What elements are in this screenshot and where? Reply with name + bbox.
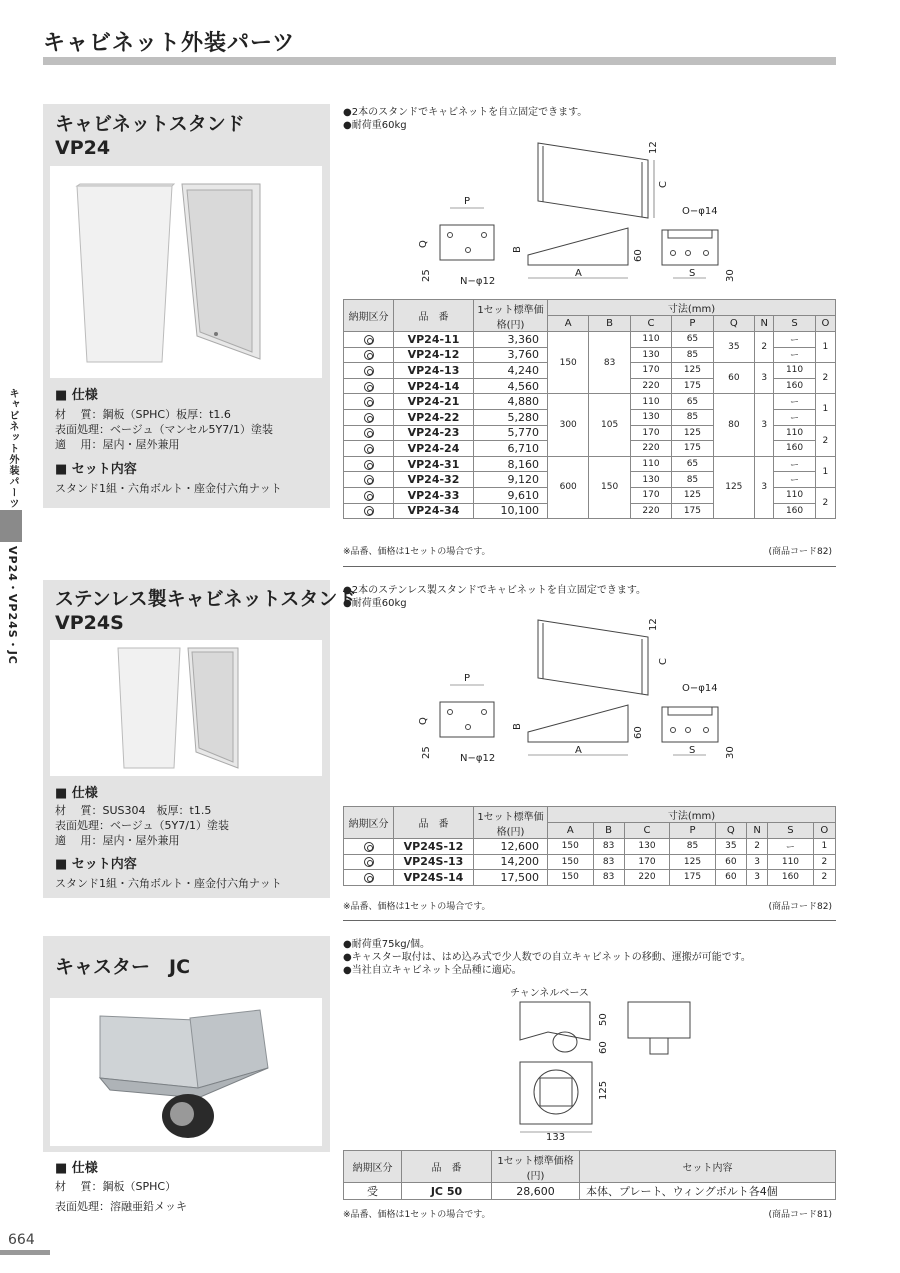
dim-p-cell: 125 <box>670 854 716 870</box>
col-header-b: B <box>589 316 630 332</box>
dim-o-cell: 2 <box>813 854 835 870</box>
col-header-o: O <box>815 316 835 332</box>
vp24-footnote: ※品番、価格は1セットの場合です。 <box>343 547 491 557</box>
dim-n-cell: 3 <box>746 854 767 870</box>
dim-label-12: 12 <box>648 618 659 631</box>
vp24s-spec-use: 適 用：屋内・屋外兼用 <box>55 834 180 847</box>
dim-c-cell: 170 <box>630 487 671 503</box>
col-header-price: 1セット標準価格(円) <box>474 300 548 332</box>
dim-p-cell: 175 <box>670 870 716 886</box>
dim-label-hole-n: N−φ12 <box>460 753 496 764</box>
col-header-c: C <box>624 823 670 839</box>
col-header-s: S <box>774 316 815 332</box>
jc-product-code: (商品コード81) <box>768 1210 832 1220</box>
dim-p-cell: 65 <box>672 456 713 472</box>
vp24s-spec-finish: 表面処理：ベージュ（5Y7/1）塗装 <box>55 819 229 832</box>
delivery-mark <box>344 394 394 410</box>
model-cell: VP24-14 <box>394 378 474 394</box>
dim-b-cell: 83 <box>593 870 624 886</box>
vp24s-bullets <box>343 584 646 610</box>
dim-p-cell: 175 <box>672 503 713 519</box>
vp24-product-code: (商品コード82) <box>768 547 832 557</box>
dim-s-cell: 160 <box>768 870 814 886</box>
dim-n-cell: 2 <box>746 839 767 855</box>
col-header-contents: セット内容 <box>580 1151 836 1183</box>
dim-p-cell: 175 <box>672 441 713 457</box>
dim-p-cell: 175 <box>672 378 713 394</box>
price-cell: 12,600 <box>474 839 548 855</box>
dim-a-cell: 150 <box>548 332 589 394</box>
dim-q-cell: 35 <box>713 332 754 363</box>
vp24-dimension-drawing <box>410 138 750 288</box>
delivery-mark: 受 <box>344 1183 402 1200</box>
dim-c-cell: 130 <box>630 472 671 488</box>
dim-s-cell: 110 <box>768 854 814 870</box>
side-model-tab: VP24・VP24S・JC <box>6 546 19 665</box>
dim-q-cell: 60 <box>715 854 746 870</box>
dim-label-50: 50 <box>598 1013 609 1026</box>
delivery-mark <box>344 472 394 488</box>
table-row <box>344 839 836 855</box>
dim-c-cell: 130 <box>630 409 671 425</box>
price-cell: 9,120 <box>474 472 548 488</box>
vp24s-product-photo <box>50 640 322 776</box>
dim-c-cell: 170 <box>624 854 670 870</box>
dim-c-cell: 170 <box>630 425 671 441</box>
dim-o-cell: 2 <box>815 425 835 456</box>
delivery-mark <box>344 409 394 425</box>
dim-b-cell: 105 <box>589 394 630 456</box>
col-header-dimensions: 寸法(mm) <box>548 807 836 823</box>
jc-footnote: ※品番、価格は1セットの場合です。 <box>343 1210 491 1220</box>
dim-label-25: 25 <box>421 746 432 759</box>
dim-c-cell: 130 <box>624 839 670 855</box>
vp24-set-contents: スタンド1組・六角ボルト・座金付六角ナット <box>55 482 282 495</box>
jc-title: キャスター JC <box>55 956 191 978</box>
col-header-o: O <box>813 823 835 839</box>
contents-cell: 本体、プレート、ウィングボルト各4個 <box>580 1183 836 1200</box>
col-header-price: 1セット標準価格(円) <box>492 1151 580 1183</box>
model-cell: VP24-24 <box>394 441 474 457</box>
model-cell: VP24-31 <box>394 456 474 472</box>
jc-spec-material: 材 質：鋼板（SPHC） <box>55 1180 177 1193</box>
col-header-a: A <box>548 316 589 332</box>
vp24-spec-heading: ■ 仕様 <box>55 388 98 403</box>
dim-label-p: P <box>464 673 471 684</box>
vp24-spec-finish: 表面処理：ベージュ（マンセル5Y7/1）塗装 <box>55 423 273 436</box>
table-row <box>344 394 836 410</box>
price-cell: 10,100 <box>474 503 548 519</box>
dim-c-cell: 110 <box>630 394 671 410</box>
jc-spec-finish: 表面処理：溶融亜鉛メッキ <box>55 1200 187 1213</box>
vp24s-title-line1: ステンレス製キャビネットスタンド <box>55 588 357 610</box>
dim-n-cell: 2 <box>755 332 774 363</box>
dim-o-cell: 2 <box>815 363 835 394</box>
vp24-spec-material: 材 質：鋼板（SPHC）板厚：t1.6 <box>55 408 231 421</box>
dim-p-cell: 65 <box>672 394 713 410</box>
dim-b-cell: 150 <box>589 456 630 518</box>
dim-label-60: 60 <box>633 726 644 739</box>
price-cell: 8,160 <box>474 456 548 472</box>
dim-label-30: 30 <box>725 746 736 759</box>
vp24s-bullet: ●耐荷重60kg <box>343 598 407 609</box>
dim-s-cell: 160 <box>774 441 815 457</box>
dim-label-60: 60 <box>598 1041 609 1054</box>
dim-c-cell: 220 <box>630 441 671 457</box>
vp24s-title-line2: VP24S <box>55 612 124 634</box>
price-cell: 4,560 <box>474 378 548 394</box>
dim-label-s: S <box>689 745 696 756</box>
dim-label-q: Q <box>418 240 429 248</box>
model-cell: VP24-12 <box>394 347 474 363</box>
dim-label-q: Q <box>418 717 429 725</box>
dim-b-cell: 83 <box>593 854 624 870</box>
price-cell: 17,500 <box>474 870 548 886</box>
col-header-n: N <box>755 316 774 332</box>
model-cell: VP24-11 <box>394 332 474 348</box>
vp24-product-photo <box>50 166 322 378</box>
delivery-mark <box>344 347 394 363</box>
jc-bullet: ●耐荷重75kg/個。 <box>343 939 430 950</box>
page-number: 664 <box>8 1232 35 1248</box>
dim-o-cell: 2 <box>815 487 835 518</box>
vp24-spec-use: 適 用：屋内・屋外兼用 <box>55 438 180 451</box>
dim-b-cell: 83 <box>593 839 624 855</box>
dim-c-cell: 170 <box>630 363 671 379</box>
dim-o-cell: 1 <box>815 332 835 363</box>
jc-dimension-drawing <box>490 982 710 1142</box>
page-number-bar <box>0 1250 50 1255</box>
model-cell: VP24-23 <box>394 425 474 441</box>
dim-q-cell: 35 <box>715 839 746 855</box>
table-row <box>344 854 836 870</box>
dim-p-cell: 85 <box>672 409 713 425</box>
side-tab-marker <box>0 510 22 542</box>
dim-label-a: A <box>575 268 582 279</box>
col-header-delivery: 納期区分 <box>344 1151 402 1183</box>
dim-s-cell: ー <box>774 409 815 425</box>
table-row <box>344 1183 836 1200</box>
dim-label-hole-o: O−φ14 <box>682 683 718 694</box>
dim-c-cell: 110 <box>630 456 671 472</box>
dim-label-hole-n: N−φ12 <box>460 276 496 287</box>
vp24-title-line1: キャビネットスタンド <box>55 113 245 135</box>
price-cell: 3,360 <box>474 332 548 348</box>
jc-spec-table <box>343 1150 836 1200</box>
dim-label-133: 133 <box>546 1132 566 1142</box>
dim-a-cell: 150 <box>548 839 594 855</box>
dim-s-cell: 160 <box>774 503 815 519</box>
dim-s-cell: ー <box>774 347 815 363</box>
dim-a-cell: 600 <box>548 456 589 518</box>
model-cell: VP24-22 <box>394 409 474 425</box>
dim-q-cell: 60 <box>715 870 746 886</box>
col-header-dimensions: 寸法(mm) <box>548 300 836 316</box>
model-cell: VP24-13 <box>394 363 474 379</box>
vp24s-product-code: (商品コード82) <box>768 902 832 912</box>
dim-s-cell: 110 <box>774 363 815 379</box>
vp24s-spec-heading: ■ 仕様 <box>55 786 98 801</box>
col-header-model: 品 番 <box>402 1151 492 1183</box>
col-header-price: 1セット標準価格(円) <box>474 807 548 839</box>
price-cell: 9,610 <box>474 487 548 503</box>
dim-s-cell: ー <box>774 394 815 410</box>
price-cell: 4,240 <box>474 363 548 379</box>
dim-s-cell: ー <box>774 472 815 488</box>
vp24s-bullet: ●2本のステンレス製スタンドでキャビネットを自立固定できます。 <box>343 585 647 596</box>
dim-n-cell: 3 <box>746 870 767 886</box>
vp24-bullet: ●2本のスタンドでキャビネットを自立固定できます。 <box>343 107 588 118</box>
dim-c-cell: 110 <box>630 332 671 348</box>
dim-s-cell: 160 <box>774 378 815 394</box>
col-header-a: A <box>548 823 594 839</box>
col-header-model: 品 番 <box>394 807 474 839</box>
delivery-mark <box>344 503 394 519</box>
jc-bullet: ●当社自立キャビネット全品種に適応。 <box>343 965 522 976</box>
vp24-spec-table <box>343 299 836 519</box>
vp24s-set-contents: スタンド1組・六角ボルト・座金付六角ナット <box>55 877 282 890</box>
vp24s-footnote: ※品番、価格は1セットの場合です。 <box>343 902 491 912</box>
jc-product-photo <box>50 998 322 1146</box>
dim-label-c: C <box>658 181 669 188</box>
table-row <box>344 456 836 472</box>
col-header-model: 品 番 <box>394 300 474 332</box>
table-row <box>344 332 836 348</box>
col-header-c: C <box>630 316 671 332</box>
dim-label-a: A <box>575 745 582 756</box>
model-cell: JC 50 <box>402 1183 492 1200</box>
col-header-b: B <box>593 823 624 839</box>
delivery-mark <box>344 487 394 503</box>
section-divider <box>343 920 836 921</box>
model-cell: VP24S-12 <box>394 839 474 855</box>
jc-bullets <box>343 938 751 977</box>
col-header-p: P <box>672 316 713 332</box>
dim-label-12: 12 <box>648 141 659 154</box>
model-cell: VP24-32 <box>394 472 474 488</box>
dim-a-cell: 150 <box>548 854 594 870</box>
price-cell: 5,280 <box>474 409 548 425</box>
col-header-p: P <box>670 823 716 839</box>
dim-s-cell: 110 <box>774 425 815 441</box>
vp24-title-line2: VP24 <box>55 137 111 159</box>
dim-c-cell: 220 <box>624 870 670 886</box>
section-divider <box>343 566 836 567</box>
delivery-mark <box>344 363 394 379</box>
dim-label-25: 25 <box>421 269 432 282</box>
delivery-mark <box>344 839 394 855</box>
col-header-n: N <box>746 823 767 839</box>
model-cell: VP24-34 <box>394 503 474 519</box>
dim-label-c: C <box>658 658 669 665</box>
dim-s-cell: 110 <box>774 487 815 503</box>
dim-b-cell: 83 <box>589 332 630 394</box>
dim-a-cell: 300 <box>548 394 589 456</box>
vp24-bullets <box>343 106 587 132</box>
page-title: キャビネット外装パーツ <box>43 31 296 56</box>
model-cell: VP24-33 <box>394 487 474 503</box>
dim-label-channel-base: チャンネルベース <box>510 988 589 999</box>
dim-q-cell: 60 <box>713 363 754 394</box>
dim-p-cell: 125 <box>672 487 713 503</box>
dim-label-b: B <box>512 723 523 730</box>
model-cell: VP24S-13 <box>394 854 474 870</box>
dim-o-cell: 1 <box>815 394 835 425</box>
title-rule <box>43 57 836 65</box>
dim-n-cell: 3 <box>755 394 774 456</box>
price-cell: 14,200 <box>474 854 548 870</box>
col-header-q: Q <box>713 316 754 332</box>
vp24-bullet: ●耐荷重60kg <box>343 120 407 131</box>
delivery-mark <box>344 441 394 457</box>
dim-n-cell: 3 <box>755 363 774 394</box>
vp24s-spec-material: 材 質：SUS304 板厚：t1.5 <box>55 804 212 817</box>
dim-p-cell: 125 <box>672 425 713 441</box>
dim-p-cell: 85 <box>670 839 716 855</box>
side-category-tab: キャビネット外装パーツ <box>7 388 18 509</box>
price-cell: 4,880 <box>474 394 548 410</box>
delivery-mark <box>344 332 394 348</box>
table-row <box>344 870 836 886</box>
dim-s-cell: ー <box>768 839 814 855</box>
dim-label-p: P <box>464 196 471 207</box>
col-header-q: Q <box>715 823 746 839</box>
delivery-mark <box>344 870 394 886</box>
dim-c-cell: 130 <box>630 347 671 363</box>
col-header-s: S <box>768 823 814 839</box>
vp24s-set-heading: ■ セット内容 <box>55 857 137 872</box>
dim-label-hole-o: O−φ14 <box>682 206 718 217</box>
price-cell: 28,600 <box>492 1183 580 1200</box>
dim-n-cell: 3 <box>755 456 774 518</box>
dim-p-cell: 85 <box>672 347 713 363</box>
model-cell: VP24S-14 <box>394 870 474 886</box>
price-cell: 3,760 <box>474 347 548 363</box>
dim-p-cell: 65 <box>672 332 713 348</box>
dim-label-125: 125 <box>598 1080 609 1100</box>
dim-p-cell: 125 <box>672 363 713 379</box>
dim-o-cell: 2 <box>813 870 835 886</box>
vp24s-spec-table <box>343 806 836 886</box>
delivery-mark <box>344 456 394 472</box>
delivery-mark <box>344 425 394 441</box>
dim-p-cell: 85 <box>672 472 713 488</box>
dim-c-cell: 220 <box>630 378 671 394</box>
dim-a-cell: 150 <box>548 870 594 886</box>
jc-spec-heading: ■ 仕様 <box>55 1161 98 1176</box>
delivery-mark <box>344 378 394 394</box>
jc-bullet: ●キャスター取付は、はめ込み式で少人数での自立キャビネットの移動、運搬が可能です。 <box>343 952 751 963</box>
price-cell: 5,770 <box>474 425 548 441</box>
dim-c-cell: 220 <box>630 503 671 519</box>
delivery-mark <box>344 854 394 870</box>
dim-s-cell: ー <box>774 332 815 348</box>
dim-label-s: S <box>689 268 696 279</box>
dim-s-cell: ー <box>774 456 815 472</box>
dim-label-60: 60 <box>633 249 644 262</box>
price-cell: 6,710 <box>474 441 548 457</box>
dim-o-cell: 1 <box>813 839 835 855</box>
dim-q-cell: 125 <box>713 456 754 518</box>
model-cell: VP24-21 <box>394 394 474 410</box>
dim-label-b: B <box>512 246 523 253</box>
col-header-delivery: 納期区分 <box>344 807 394 839</box>
dim-o-cell: 1 <box>815 456 835 487</box>
vp24-set-heading: ■ セット内容 <box>55 462 137 477</box>
vp24s-dimension-drawing <box>410 615 750 765</box>
dim-q-cell: 80 <box>713 394 754 456</box>
dim-label-30: 30 <box>725 269 736 282</box>
col-header-delivery: 納期区分 <box>344 300 394 332</box>
